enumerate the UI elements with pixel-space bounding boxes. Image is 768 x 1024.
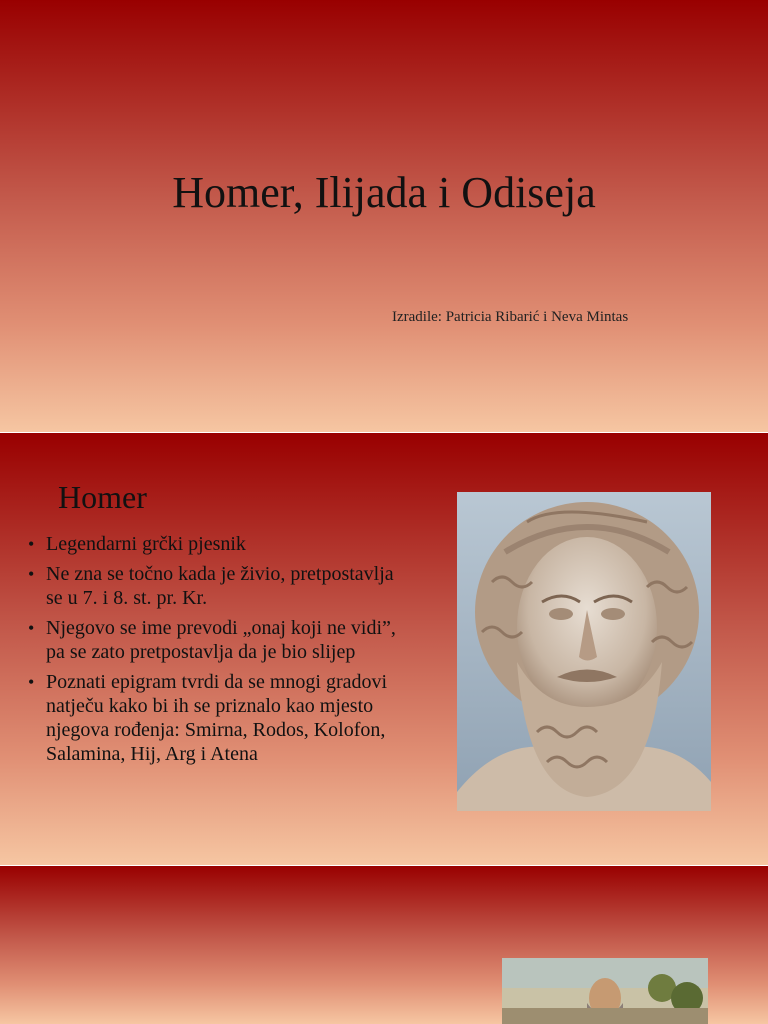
bullet-item — [28, 616, 398, 664]
painting-illustration — [502, 958, 708, 1024]
presentation-title: Homer, Ilijada i Odiseja — [172, 168, 596, 217]
bullet-text: Poznati epigram tvrdi da se mnogi gradovi natječu kako bi ih se priznalo kao mjesto njegova rođenja: Smirna, Rodos, Kolofon, Salamina, Hij, Arg i Atena — [46, 671, 388, 765]
painting-of-homer — [502, 958, 708, 1024]
bullet-icon: • — [28, 534, 35, 554]
bullet-icon: • — [28, 618, 35, 638]
bullet-list — [28, 532, 398, 772]
bullet-text: Legendarni grčki pjesnik — [46, 533, 246, 555]
title-slide — [0, 0, 768, 432]
bullet-icon: • — [28, 672, 35, 692]
bust-illustration — [457, 492, 711, 811]
bullet-item — [28, 532, 398, 556]
slide-title: Homer — [58, 479, 147, 515]
bullet-text: Njegovo se ime prevodi „onaj koji ne vidi”, pa se zato pretpostavlja da je bio slijep — [46, 617, 396, 663]
bullet-item — [28, 562, 398, 610]
homer-bust-photo — [457, 492, 711, 811]
presentation-authors: Izradile: Patricia Ribarić i Neva Mintas — [392, 309, 629, 325]
bullet-icon: • — [28, 564, 35, 584]
homer-slide — [0, 433, 768, 865]
third-slide — [0, 866, 768, 1024]
bullet-item — [28, 670, 398, 766]
bullet-text: Ne zna se točno kada je živio, pretpostavlja se u 7. i 8. st. pr. Kr. — [46, 563, 394, 609]
